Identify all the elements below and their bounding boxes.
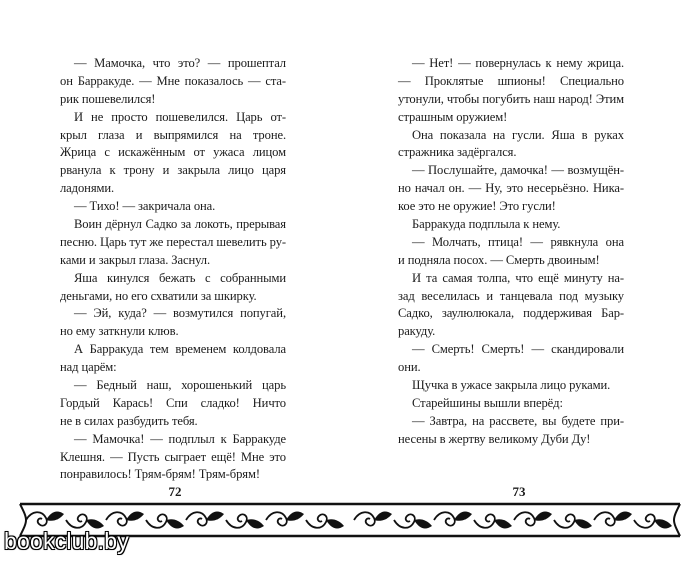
text-line: страшным оружием! <box>398 109 508 124</box>
text-line: А Барракуда тем временем колдовала <box>74 342 286 357</box>
text-line: — Мамочка, что это? — прошептал <box>74 56 286 70</box>
text-line: не в силах разбудить тебя. <box>60 413 198 428</box>
text-line: они. <box>398 360 421 375</box>
text-line: Клешня. — Пусть сыграет ещё! Мне это <box>60 449 286 464</box>
text-line: — Завтра, на рассвете, вы будете при- <box>412 413 624 428</box>
right-page-text <box>398 55 624 449</box>
text-line: — Эй, куда? — возмутился попугай, <box>74 306 286 321</box>
text-line: Яша кинулся бежать с собранными <box>74 270 286 285</box>
text-line: ками и закрыл глаза. Заснул. <box>60 252 211 267</box>
text-line: понравилось! Трям-брям! Трям-брям! <box>60 467 260 482</box>
text-line: стражника задёргался. <box>398 145 517 160</box>
right-page-number: 73 <box>512 484 526 499</box>
text-line: Старейшины вышли вперёд: <box>412 395 563 410</box>
text-line: — Бедный наш, хорошенький царь <box>74 378 286 393</box>
text-line: ладонями. <box>60 181 115 196</box>
text-line: деньгами, но его схватили за шкирку. <box>60 288 257 303</box>
text-line: — Смерть! Смерть! — скандировали <box>412 342 624 357</box>
text-line: — Нет! — повернулась к нему жрица. <box>412 56 624 70</box>
text-line: несены в жертву великому Дуби Ду! <box>398 431 591 446</box>
text-line: Воин дёрнул Садко за локоть, прерывая <box>74 217 286 232</box>
text-line: Гордый Карась! Спи сладко! Ничто <box>60 395 286 410</box>
text-line: И та самая толпа, что ещё минуту на- <box>412 270 624 285</box>
text-line: Щучка в ужасе закрыла лицо руками. <box>412 378 611 393</box>
left-page-number: 72 <box>168 484 182 499</box>
text-line: Жрица с искажённым от ужаса лицом <box>60 145 286 160</box>
text-line: и подняла посох. — Смерть двоиным! <box>398 252 600 267</box>
text-line: ракуду. <box>398 324 436 339</box>
text-line: — Послушайте, дамочка! — возмущён- <box>412 163 624 178</box>
text-line: над царём: <box>60 360 117 375</box>
text-line: но ему заткнули клюв. <box>60 324 179 339</box>
text-line: он Барракуде. — Мне показалось — ста- <box>60 73 286 88</box>
text-line: рик пошевелился! <box>60 91 156 106</box>
text-line: но начал он. — Ну, это несерьёзно. Ника- <box>398 181 624 196</box>
text-line: песню. Царь тут же перестал шевелить ру- <box>60 234 286 249</box>
text-line: И не просто пошевелился. Царь от- <box>74 109 286 124</box>
text-line: — Молчать, птица! — рявкнула она <box>412 234 624 249</box>
left-page-text <box>60 55 286 484</box>
text-line: Она показала на гусли. Яша в руках <box>412 127 624 142</box>
text-line: крыл глаза и выпрямился на троне. <box>60 127 286 142</box>
text-line: — Мамочка! — подплыл к Барракуде <box>74 431 286 446</box>
text-line: — Проклятые шпионы! Специально <box>398 73 624 88</box>
watermark: bookclub.by <box>4 528 129 554</box>
text-line: кое это не оружие! Это гусли! <box>398 199 556 214</box>
text-line: утонули, чтобы погубить наш народ! Этим <box>398 91 624 106</box>
text-line: Садко, заулюлюкала, поддерживая Бар- <box>398 306 624 321</box>
text-line: — Тихо! — закричала она. <box>74 199 216 214</box>
text-line: зад веселилась и танцевала под музыку <box>398 288 624 303</box>
text-line: рванула к трону и закрыла лицо царя <box>60 163 286 178</box>
text-line: Барракуда подплыла к нему. <box>412 217 561 232</box>
